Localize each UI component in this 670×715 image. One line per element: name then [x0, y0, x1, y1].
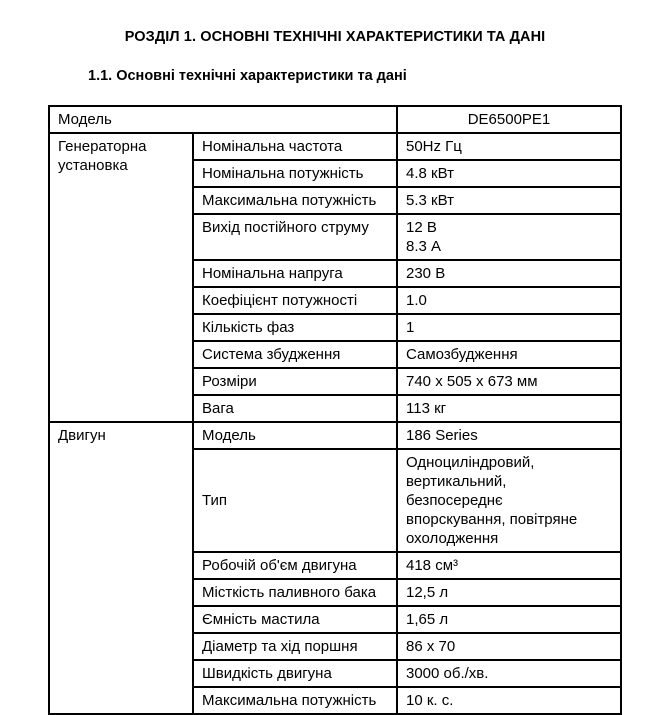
spec-value-cell: 5.3 кВт — [397, 187, 621, 214]
spec-label-cell: Модель — [193, 422, 397, 449]
spec-value-cell: 230 В — [397, 260, 621, 287]
spec-value-cell: 740 x 505 x 673 мм — [397, 368, 621, 395]
subsection-title: 1.1. Основні технічні характеристики та дані — [88, 68, 407, 84]
spec-value-cell: 10 к. с. — [397, 687, 621, 714]
model-label-cell: Модель — [49, 106, 397, 133]
spec-label-cell: Кількість фаз — [193, 314, 397, 341]
spec-value-cell: 4.8 кВт — [397, 160, 621, 187]
spec-value-cell: 113 кг — [397, 395, 621, 422]
spec-label-cell: Система збудження — [193, 341, 397, 368]
spec-label-cell: Вихід постійного струму — [193, 214, 397, 260]
spec-value-cell: 3000 об./хв. — [397, 660, 621, 687]
spec-label-cell: Максимальна потужність — [193, 187, 397, 214]
spec-label-cell: Максимальна потужність — [193, 687, 397, 714]
spec-label-cell: Номінальна потужність — [193, 160, 397, 187]
spec-label-cell: Номінальна частота — [193, 133, 397, 160]
spec-label-cell: Коефіцієнт потужності — [193, 287, 397, 314]
spec-table-body — [49, 106, 621, 714]
spec-value-line: Одноциліндровий, — [406, 454, 535, 471]
spec-label-cell: Номінальна напруга — [193, 260, 397, 287]
section-name-cell: Двигун — [49, 422, 193, 714]
spec-value-cell: 86 x 70 — [397, 633, 621, 660]
spec-label-cell: Тип — [193, 449, 397, 552]
spec-value-cell — [397, 214, 621, 260]
spec-value-line: безпосереднє — [406, 492, 503, 509]
spec-value-line: охолодження — [406, 530, 499, 547]
spec-label-cell: Розміри — [193, 368, 397, 395]
section-name-cell: Генераторна установка — [49, 133, 193, 422]
spec-value-cell: 1,65 л — [397, 606, 621, 633]
spec-label-cell: Місткість паливного бака — [193, 579, 397, 606]
spec-label-cell: Діаметр та хід поршня — [193, 633, 397, 660]
spec-value-line: 8.3 А — [406, 238, 442, 255]
spec-value-line: 12 В — [406, 219, 437, 236]
spec-label-cell: Робочій об'єм двигуна — [193, 552, 397, 579]
spec-label-cell: Ємність мастила — [193, 606, 397, 633]
spec-value-line: вертикальний, — [406, 473, 507, 490]
spec-value-cell: Самозбудження — [397, 341, 621, 368]
table-row-model — [49, 106, 621, 133]
spec-value-cell: 418 см³ — [397, 552, 621, 579]
spec-value-cell: 1 — [397, 314, 621, 341]
table-row — [49, 133, 621, 160]
spec-value-cell: 1.0 — [397, 287, 621, 314]
spec-value-cell: 50Hz Гц — [397, 133, 621, 160]
spec-value-cell — [397, 449, 621, 552]
section-title: РОЗДІЛ 1. ОСНОВНІ ТЕХНІЧНІ ХАРАКТЕРИСТИКИ ТА ДАНІ — [124, 29, 546, 45]
spec-value-line: впорскування, повітряне — [406, 511, 578, 528]
spec-label-cell: Швидкість двигуна — [193, 660, 397, 687]
spec-label-cell: Вага — [193, 395, 397, 422]
model-value-cell: DE6500PE1 — [397, 106, 621, 133]
spec-value-cell: 186 Series — [397, 422, 621, 449]
spec-table — [48, 105, 622, 715]
table-row — [49, 422, 621, 449]
spec-value-cell: 12,5 л — [397, 579, 621, 606]
